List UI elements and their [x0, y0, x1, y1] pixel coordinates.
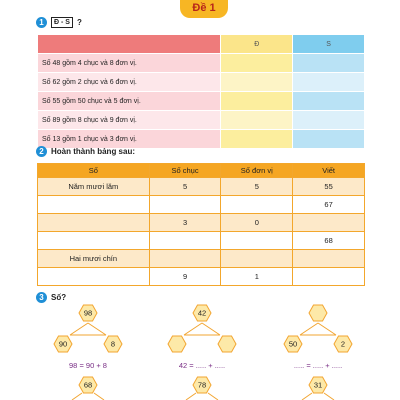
statement-cell: Số 55 gồm 50 chục và 5 đơn vị. — [38, 92, 221, 111]
cell-units[interactable]: 0 — [221, 214, 293, 232]
number-bond-diagram-3 — [278, 303, 358, 364]
section-3-title: Số? — [51, 293, 67, 302]
cell-tens[interactable]: 3 — [149, 214, 221, 232]
cell-number[interactable]: Năm mươi lăm — [38, 178, 150, 196]
table-row — [38, 232, 365, 250]
section-1-number: 1 — [36, 17, 47, 28]
cell-units[interactable] — [221, 232, 293, 250]
cell-units[interactable]: 5 — [221, 178, 293, 196]
table-row — [38, 178, 365, 196]
hexagon-left — [168, 336, 186, 352]
false-answer-cell[interactable] — [293, 73, 365, 92]
false-answer-cell[interactable] — [293, 130, 365, 149]
cell-written[interactable]: 67 — [293, 196, 365, 214]
true-false-row — [38, 111, 365, 130]
hex-value-top: 31 — [313, 380, 323, 390]
hex-value-right: 8 — [110, 339, 116, 349]
true-false-row — [38, 73, 365, 92]
true-false-row — [38, 92, 365, 111]
header-true: Đ — [221, 35, 293, 54]
cell-number[interactable] — [38, 214, 150, 232]
cell-tens[interactable] — [149, 232, 221, 250]
number-bond-diagram-4 — [48, 375, 128, 400]
number-bond-diagram-1 — [48, 303, 128, 364]
cell-tens[interactable]: 5 — [149, 178, 221, 196]
section-2-title: Hoàn thành bảng sau: — [51, 147, 135, 156]
number-table-header — [38, 164, 365, 178]
cell-written[interactable] — [293, 214, 365, 232]
hexagon-top — [309, 305, 327, 321]
true-answer-cell[interactable] — [221, 130, 293, 149]
cell-tens[interactable] — [149, 250, 221, 268]
cell-written[interactable]: 68 — [293, 232, 365, 250]
hexagon-right — [218, 336, 236, 352]
number-bond-diagram-5 — [162, 375, 242, 400]
true-false-header-row — [38, 35, 365, 54]
section-1-heading — [36, 17, 82, 28]
hex-value-right: 2 — [340, 339, 346, 349]
statement-cell: Số 62 gồm 2 chục và 6 đơn vị. — [38, 73, 221, 92]
cell-number[interactable] — [38, 232, 150, 250]
true-false-row — [38, 54, 365, 73]
statement-cell: Số 48 gồm 4 chục và 8 đơn vị. — [38, 54, 221, 73]
col-header-units: Số đơn vị — [221, 164, 293, 178]
hex-value-left: 50 — [288, 339, 298, 349]
true-answer-cell[interactable] — [221, 92, 293, 111]
hex-value-top: 98 — [83, 308, 93, 318]
true-false-tag: Đ - S — [51, 17, 73, 28]
number-table — [37, 163, 365, 286]
cell-written[interactable]: 55 — [293, 178, 365, 196]
false-answer-cell[interactable] — [293, 111, 365, 130]
col-header-number: Số — [38, 164, 150, 178]
exercise-badge: Đề 1 — [180, 0, 228, 18]
section-3-number: 3 — [36, 292, 47, 303]
hex-value-top: 68 — [83, 380, 93, 390]
statement-cell: Số 89 gồm 8 chục và 9 đơn vị. — [38, 111, 221, 130]
col-header-tens: Số chục — [149, 164, 221, 178]
cell-written[interactable] — [293, 250, 365, 268]
true-answer-cell[interactable] — [221, 111, 293, 130]
cell-number[interactable]: Hai mươi chín — [38, 250, 150, 268]
equation-2: 42 = ..... + ..... — [178, 361, 226, 370]
cell-units[interactable] — [221, 196, 293, 214]
hex-value-top: 78 — [197, 380, 207, 390]
false-answer-cell[interactable] — [293, 54, 365, 73]
section-2-number: 2 — [36, 146, 47, 157]
equation-3: ..... = ..... + ..... — [293, 361, 343, 370]
section-3-heading — [36, 292, 66, 303]
hex-value-top: 42 — [197, 308, 207, 318]
true-false-table — [37, 34, 365, 149]
statement-cell: Số 13 gồm 1 chục và 3 đơn vị. — [38, 130, 221, 149]
cell-number[interactable] — [38, 196, 150, 214]
false-answer-cell[interactable] — [293, 92, 365, 111]
section-2-heading — [36, 146, 135, 157]
true-answer-cell[interactable] — [221, 73, 293, 92]
table-row — [38, 214, 365, 232]
number-bond-diagram-6 — [278, 375, 358, 400]
cell-tens[interactable]: 9 — [149, 268, 221, 286]
header-false: S — [293, 35, 365, 54]
header-statement — [38, 35, 221, 54]
col-header-written: Viết — [293, 164, 365, 178]
equation-1: 98 = 90 + 8 — [69, 361, 107, 370]
hex-value-left: 90 — [58, 339, 68, 349]
number-bond-diagram-2 — [162, 303, 242, 364]
table-row — [38, 250, 365, 268]
cell-tens[interactable] — [149, 196, 221, 214]
true-answer-cell[interactable] — [221, 54, 293, 73]
table-row — [38, 196, 365, 214]
cell-written[interactable] — [293, 268, 365, 286]
table-row — [38, 268, 365, 286]
cell-units[interactable] — [221, 250, 293, 268]
cell-units[interactable]: 1 — [221, 268, 293, 286]
section-1-suffix: ? — [76, 18, 82, 27]
cell-number[interactable] — [38, 268, 150, 286]
